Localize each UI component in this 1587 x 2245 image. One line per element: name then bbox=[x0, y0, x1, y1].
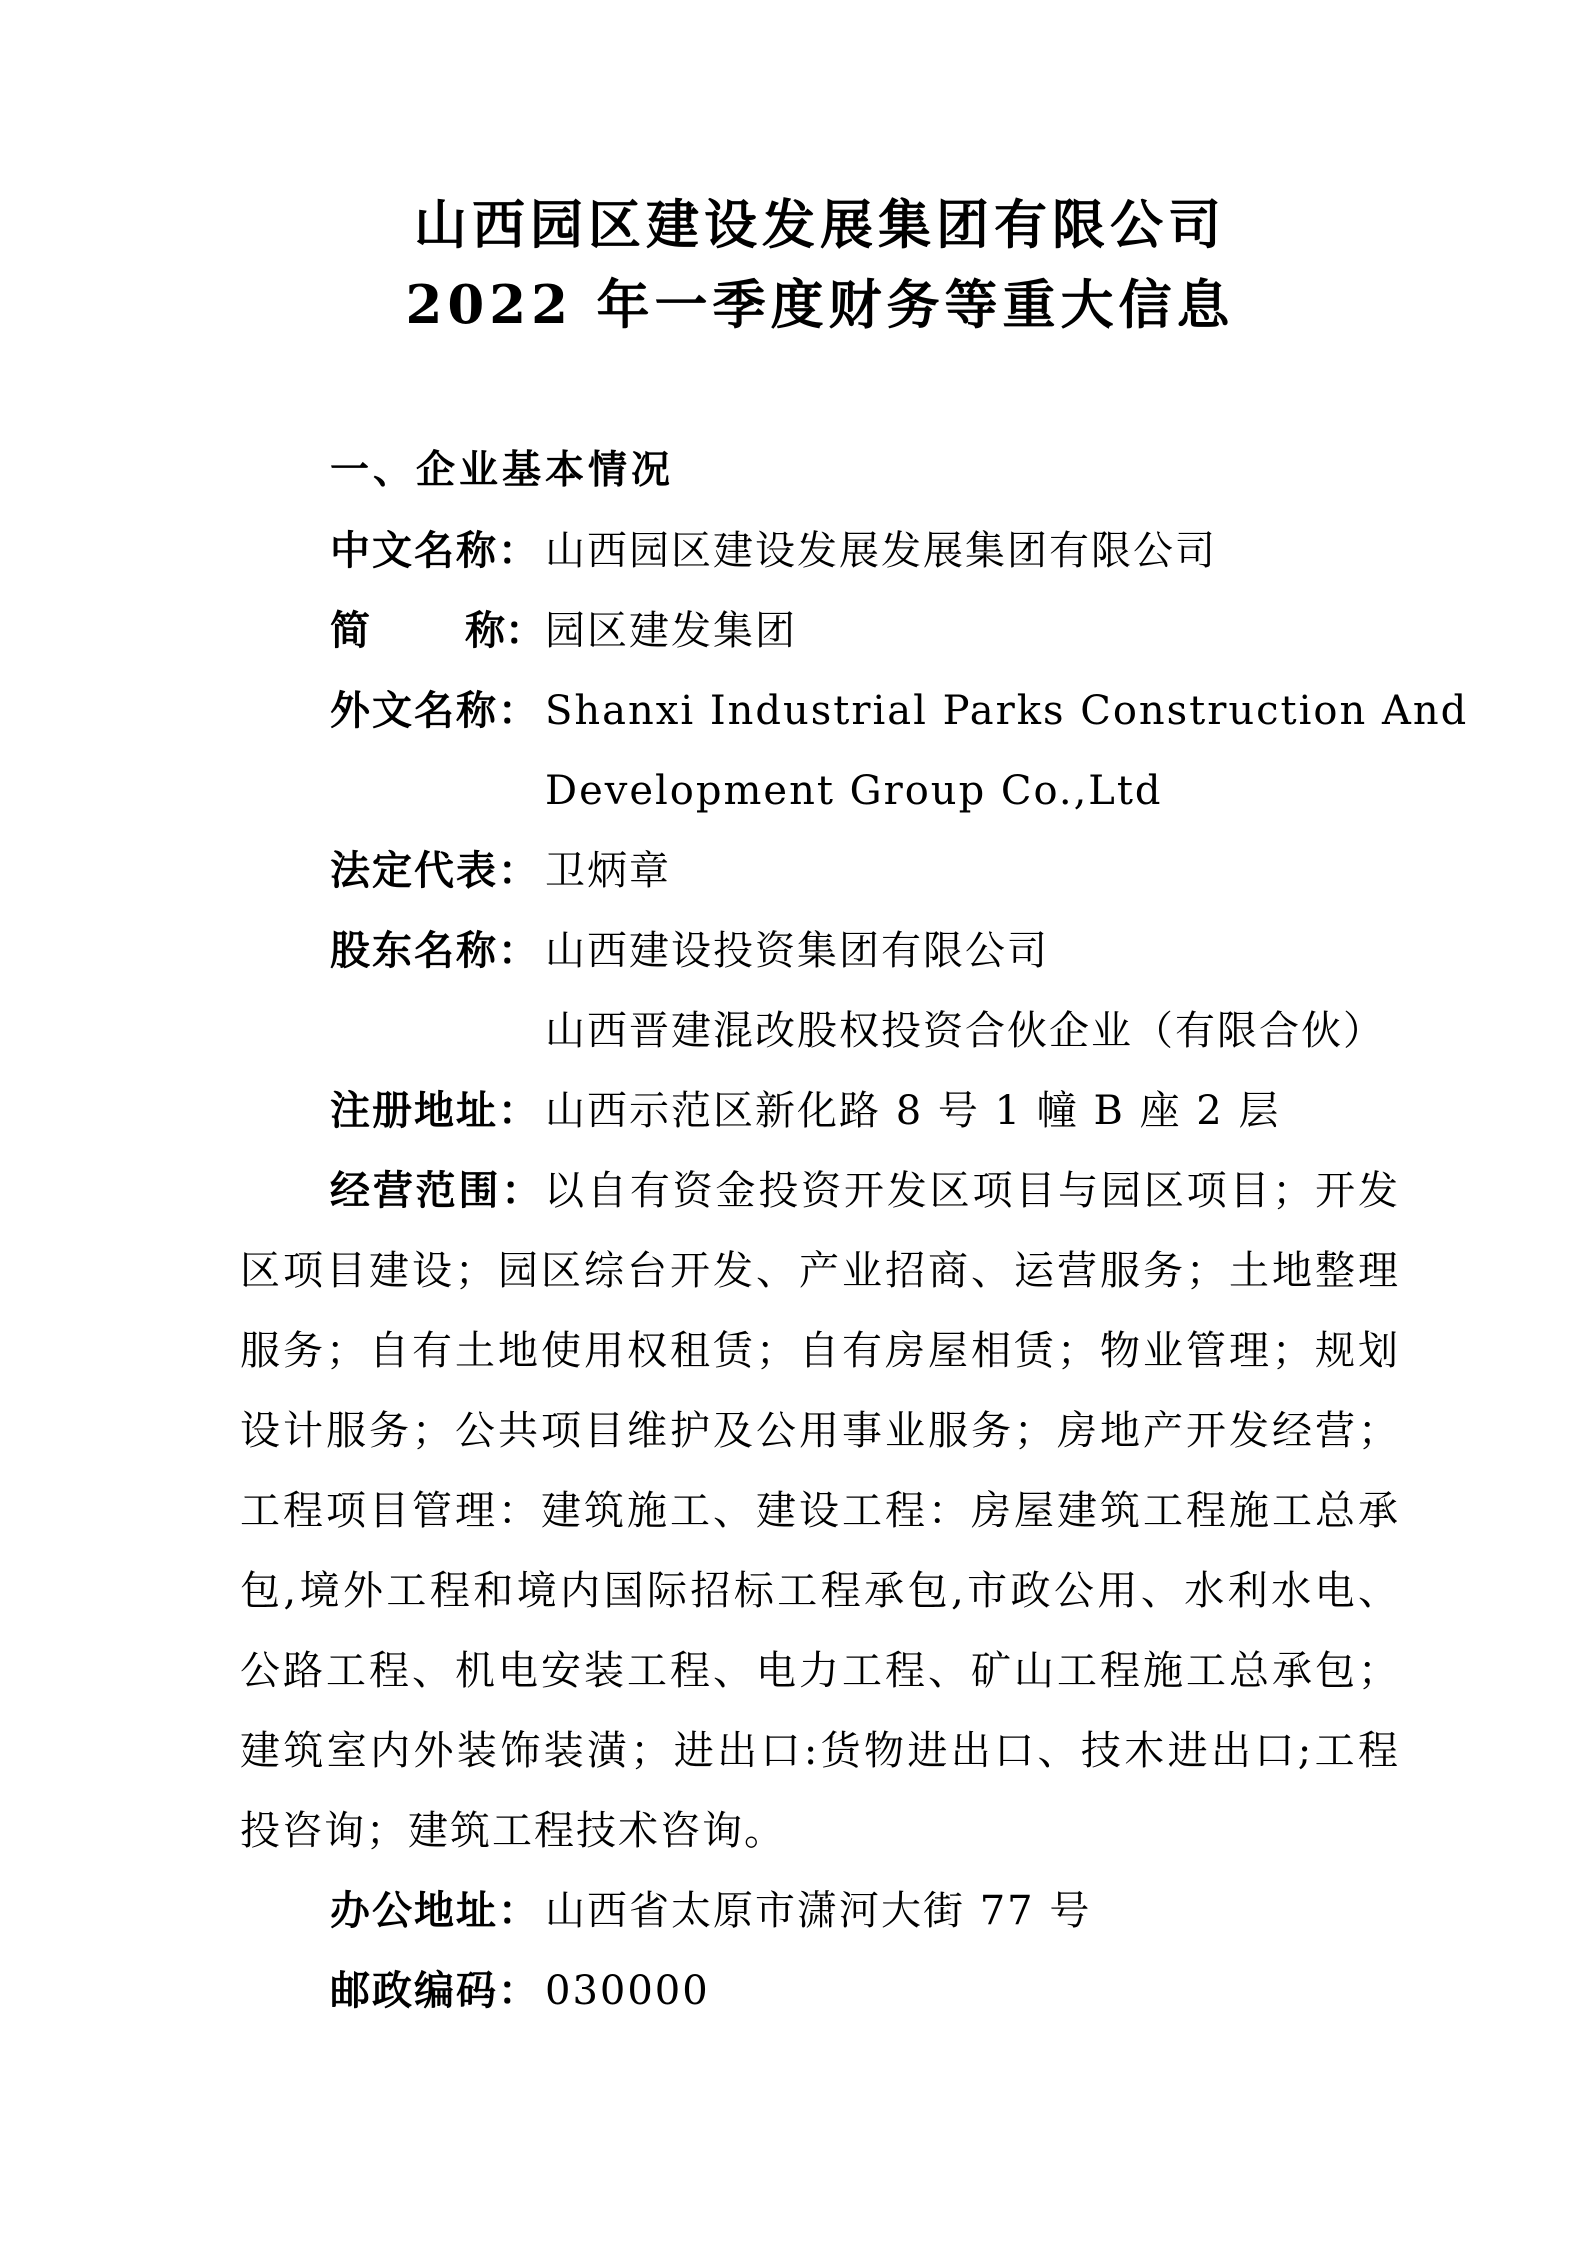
field-en-name-value bbox=[545, 671, 1468, 831]
field-shareholders-value-line1: 山西建设投资集团有限公司 bbox=[545, 928, 1049, 974]
document-title-line1: 山西园区建设发展集团有限公司 bbox=[414, 194, 1226, 256]
field-short-name bbox=[330, 591, 1400, 671]
field-en-name bbox=[330, 671, 1469, 831]
field-shareholders-value bbox=[545, 911, 1400, 1071]
field-short-name-label bbox=[330, 591, 545, 671]
field-short-name-label-part1: 简 bbox=[330, 607, 370, 654]
field-office-address-label: 办公地址： bbox=[330, 1887, 540, 1934]
field-business-scope bbox=[240, 1151, 1400, 1871]
field-shareholders-label: 股东名称： bbox=[330, 927, 540, 974]
field-registered-address-label: 注册地址： bbox=[330, 1087, 540, 1134]
document-title-line2: 2022 年一季度财务等重大信息 bbox=[405, 274, 1235, 336]
field-shareholders-value-line2: 山西晋建混改股权投资合伙企业（有限合伙） bbox=[545, 1008, 1385, 1054]
field-short-name-value: 园区建发集团 bbox=[545, 608, 797, 654]
field-business-scope-label: 经营范围： bbox=[330, 1167, 545, 1214]
field-en-name-value-line1: Shanxi Industrial Parks Construction And bbox=[545, 688, 1469, 734]
field-en-name-value-line2: Development Group Co.,Ltd bbox=[545, 768, 1163, 814]
field-office-address-value: 山西省太原市潇河大街 77 号 bbox=[545, 1888, 1092, 1934]
field-cn-name-value: 山西园区建设发展发展集团有限公司 bbox=[545, 528, 1217, 574]
field-short-name-label-part2: 称： bbox=[465, 607, 545, 654]
field-cn-name bbox=[330, 511, 1400, 591]
field-business-scope-text: 以自有资金投资开发区项目与园区项目；开发区项目建设；园区综台开发、产业招商、运营服务；土地整理服务；自有土地使用权租赁；自有房屋相赁；物业管理；规划设计服务；公共项目维护及公用事业服务；房地产开发经营；工程项目管理：建筑施工、建设工程：房屋建筑工程施工总承包,境外工程和境内国际招标工程承包,市政公用、水利水电、公路工程、机电安装工程、电力工程、矿山工程施工总承包；建筑室内外装饰装潢；进出口:货物进出口、技木进出口;工程投咨询；建筑工程技术咨询。 bbox=[240, 1168, 1401, 1854]
field-shareholders bbox=[330, 911, 1400, 1071]
field-cn-name-label: 中文名称： bbox=[330, 527, 540, 574]
field-legal-rep-label: 法定代表： bbox=[330, 847, 540, 894]
section-heading-basic-info: 一、企业基本情况 bbox=[330, 448, 675, 493]
field-registered-address-value: 山西示范区新化路 8 号 1 幢 B 座 2 层 bbox=[545, 1088, 1281, 1134]
field-postal-code bbox=[330, 1951, 1400, 2031]
document-title bbox=[187, 185, 1400, 345]
field-legal-rep-value: 卫炳章 bbox=[545, 848, 671, 894]
field-legal-rep bbox=[330, 831, 1400, 911]
field-office-address bbox=[330, 1871, 1400, 1951]
field-postal-code-label: 邮政编码： bbox=[330, 1967, 540, 2014]
field-en-name-label: 外文名称： bbox=[330, 687, 540, 734]
field-postal-code-value: 030000 bbox=[545, 1968, 710, 2014]
field-registered-address bbox=[330, 1071, 1400, 1151]
